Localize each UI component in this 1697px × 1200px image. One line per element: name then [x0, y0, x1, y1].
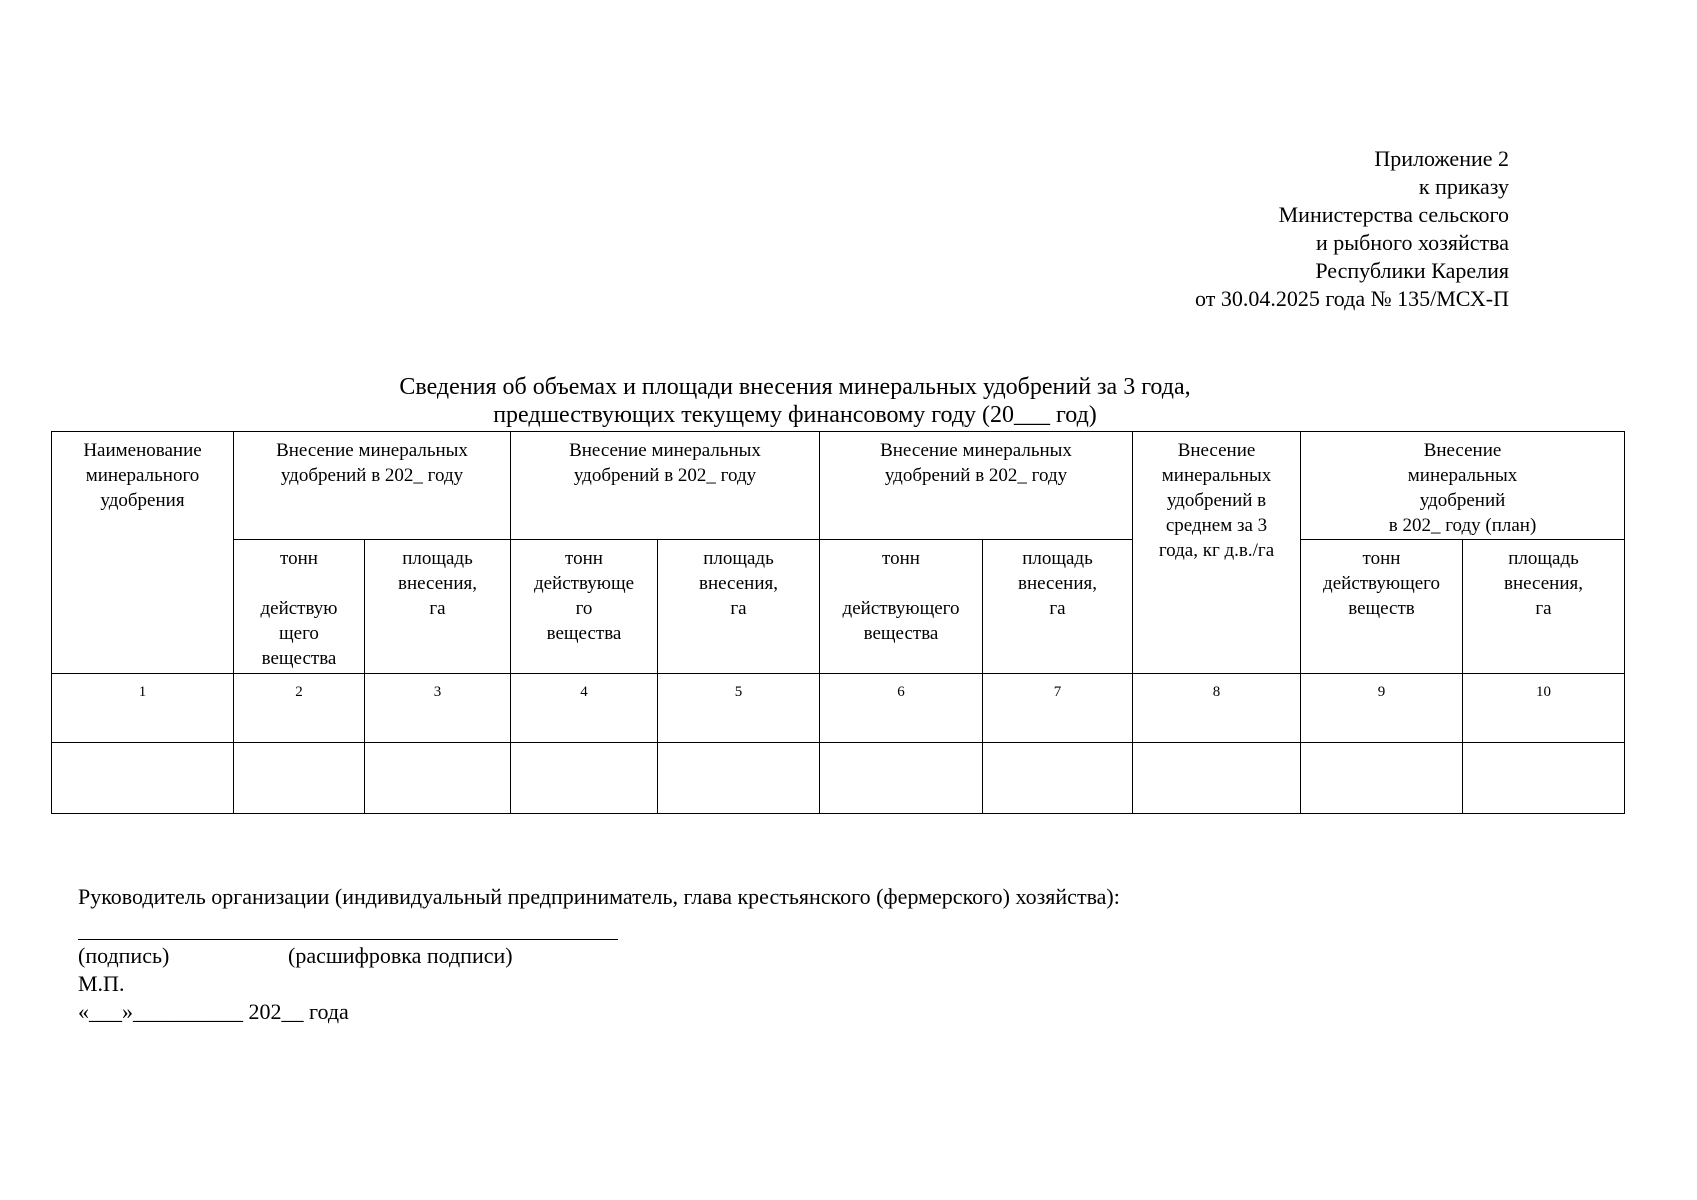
signature-block — [78, 883, 1120, 1026]
column-number: 6 — [820, 674, 983, 743]
subheader-tonnes-2: тонн действующе го вещества — [511, 540, 658, 674]
table-row — [52, 743, 1625, 814]
column-number: 2 — [234, 674, 365, 743]
subheader-tonnes-plan: тонн действующего веществ — [1301, 540, 1463, 674]
table-cell — [983, 743, 1133, 814]
subheader-area-plan: площадь внесения, га — [1463, 540, 1625, 674]
column-number: 7 — [983, 674, 1133, 743]
table-cell — [1133, 743, 1301, 814]
header-plan: Внесение минеральных удобрений в 202_ году (план) — [1301, 432, 1625, 540]
head-of-organization-label: Руководитель организации (индивидуальный предприниматель, глава крестьянского (фермерского) хозяйства): — [78, 884, 1120, 909]
header-year-group-1: Внесение минеральных удобрений в 202_ году — [234, 432, 511, 540]
table-cell — [820, 743, 983, 814]
header-average: Внесение минеральных удобрений в среднем за 3 года, кг д.в./га — [1133, 432, 1301, 674]
signature-label: (подпись) — [78, 943, 170, 968]
title-line-1: Сведения об объемах и площади внесения минеральных удобрений за 3 года, — [399, 374, 1191, 400]
column-number: 10 — [1463, 674, 1625, 743]
subheader-tonnes-3: тонн действующего вещества — [820, 540, 983, 674]
header-year-group-2: Внесение минеральных удобрений в 202_ году — [511, 432, 820, 540]
table-cell — [234, 743, 365, 814]
subheader-area-1: площадь внесения, га — [365, 540, 511, 674]
appendix-block — [1195, 145, 1509, 313]
stamp-label: М.П. — [78, 971, 125, 996]
table-cell — [365, 743, 511, 814]
date-line: «___»__________ 202__ года — [78, 999, 349, 1024]
appendix-line: Министерства сельского — [1278, 202, 1509, 227]
header-year-group-3: Внесение минеральных удобрений в 202_ году — [820, 432, 1133, 540]
subheader-area-3: площадь внесения, га — [983, 540, 1133, 674]
table-cell — [1301, 743, 1463, 814]
column-number-row — [52, 674, 1625, 743]
table-cell — [52, 743, 234, 814]
table-cell — [511, 743, 658, 814]
appendix-line: от 30.04.2025 года № 135/МСХ-П — [1195, 286, 1509, 311]
appendix-line: Приложение 2 — [1374, 146, 1509, 171]
subheader-tonnes-1: тонн действую щего вещества — [234, 540, 365, 674]
appendix-line: и рыбного хозяйства — [1316, 230, 1509, 255]
table-cell — [658, 743, 820, 814]
header-fertilizer-name: Наименование минерального удобрения — [52, 432, 234, 674]
subheader-area-2: площадь внесения, га — [658, 540, 820, 674]
table-cell — [1463, 743, 1625, 814]
appendix-line: Республики Карелия — [1315, 258, 1509, 283]
column-number: 5 — [658, 674, 820, 743]
signature-captions — [78, 942, 1120, 970]
title-line-2: предшествующих текущему финансовому году (20___ год) — [493, 402, 1097, 428]
appendix-line: к приказу — [1418, 174, 1509, 199]
fertilizer-table — [51, 431, 1625, 814]
column-number: 3 — [365, 674, 511, 743]
column-number: 9 — [1301, 674, 1463, 743]
column-number: 4 — [511, 674, 658, 743]
column-number: 8 — [1133, 674, 1301, 743]
column-number: 1 — [52, 674, 234, 743]
document-title — [0, 373, 1590, 429]
signature-decoding-label: (расшифровка подписи) — [288, 943, 513, 968]
signature-line — [78, 917, 618, 940]
